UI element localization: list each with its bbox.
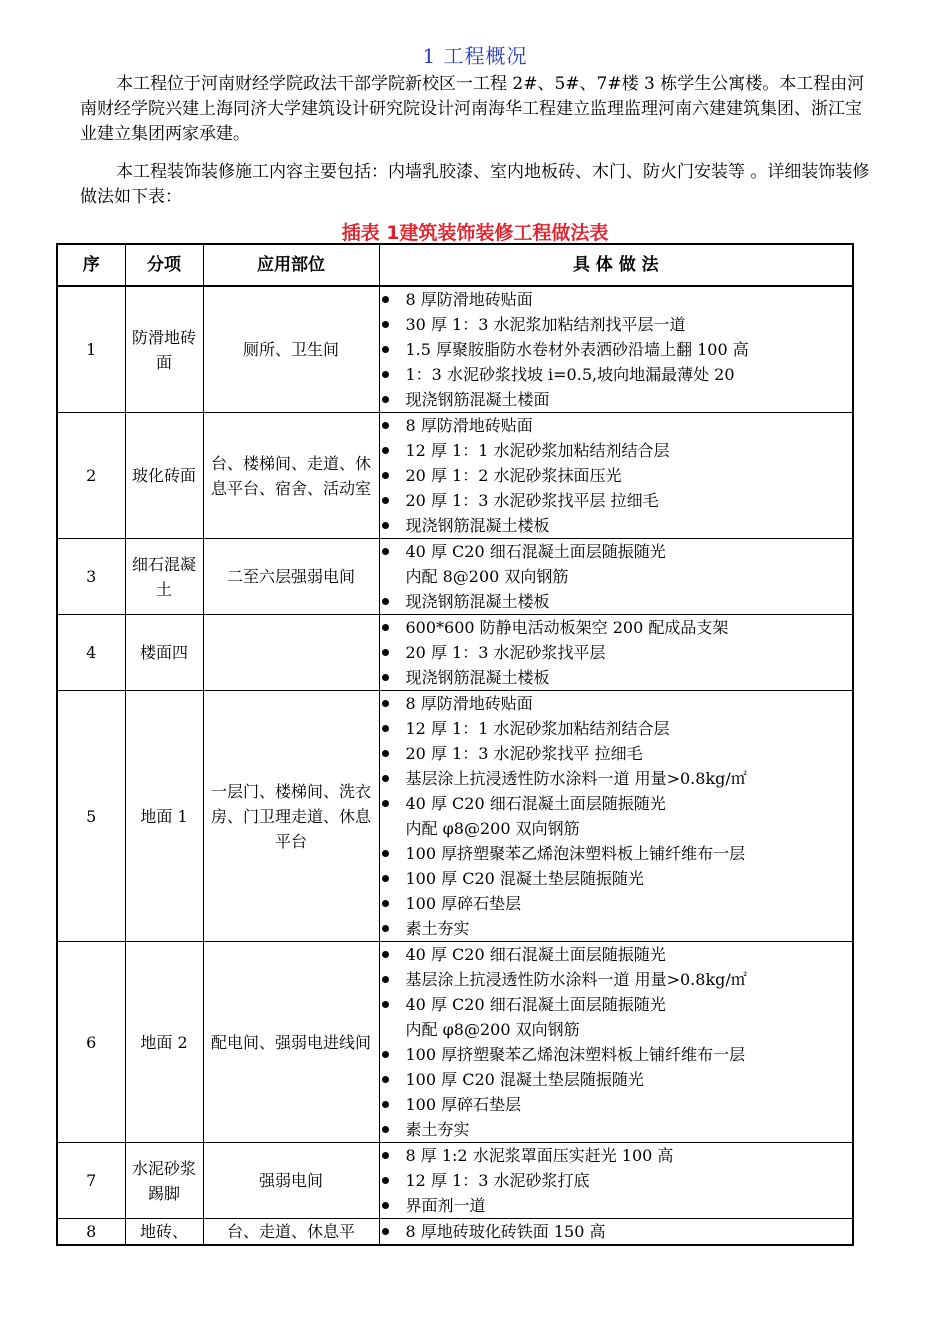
detail-text: 30 厚 1：3 水泥浆加粘结剂找平层一道	[405, 315, 686, 334]
detail-text: 素土夯实	[405, 1120, 470, 1139]
detail-item	[380, 791, 853, 841]
detail-item	[380, 488, 853, 513]
row-details	[379, 942, 853, 1143]
detail-item	[380, 1067, 853, 1092]
row-number: 1	[57, 286, 125, 413]
scope-paragraph: 本工程装饰装修施工内容主要包括：内墙乳胶漆、室内地板砖、木门、防火门安装等 。详细装饰装修做法如下表：	[80, 162, 870, 207]
detail-text: 8 厚防滑地砖贴面	[405, 290, 533, 309]
row-number: 7	[57, 1143, 125, 1219]
row-location: 台、楼梯间、走道、休息平台、宿舍、活动室	[203, 413, 379, 539]
row-number: 3	[57, 539, 125, 615]
detail-item	[380, 691, 853, 716]
detail-item	[380, 589, 853, 614]
detail-item	[380, 539, 853, 589]
table-row	[57, 1143, 853, 1219]
detail-item	[380, 438, 853, 463]
detail-text: 基层涂上抗浸透性防水涂料一道 用量>0.8kg/㎡	[405, 769, 747, 788]
detail-text: 100 厚碎石垫层	[405, 894, 522, 913]
detail-item	[380, 362, 853, 387]
row-number: 2	[57, 413, 125, 539]
row-item: 水泥砂浆踢脚	[125, 1143, 203, 1219]
detail-item	[380, 287, 853, 312]
row-location: 一层门、楼梯间、洗衣房、门卫理走道、休息平台	[203, 691, 379, 942]
row-location: 厕所、卫生间	[203, 286, 379, 413]
detail-list	[380, 615, 853, 690]
detail-list	[380, 539, 853, 614]
detail-text: 40 厚 C20 细石混凝土面层随振随光	[405, 794, 666, 813]
detail-text: 100 厚 C20 混凝土垫层随振随光	[405, 869, 644, 888]
detail-item	[380, 312, 853, 337]
detail-text: 界面剂一道	[405, 1196, 486, 1215]
row-details	[379, 413, 853, 539]
detail-item	[380, 841, 853, 866]
table-row	[57, 615, 853, 691]
detail-text: 40 厚 C20 细石混凝土面层随振随光	[405, 542, 666, 561]
detail-item	[380, 741, 853, 766]
row-location: 台、走道、休息平	[203, 1219, 379, 1246]
detail-item	[380, 866, 853, 891]
table-header-row	[57, 244, 853, 286]
detail-item	[380, 891, 853, 916]
detail-item	[380, 337, 853, 362]
detail-item	[380, 1219, 853, 1244]
row-details	[379, 1143, 853, 1219]
row-number: 6	[57, 942, 125, 1143]
detail-item	[380, 665, 853, 690]
detail-text: 100 厚挤塑聚苯乙烯泡沫塑料板上铺纤维布一层	[405, 844, 746, 863]
table-row	[57, 286, 853, 413]
detail-item	[380, 1143, 853, 1168]
detail-text: 8 厚 1:2 水泥浆罩面压实赶光 100 高	[405, 1146, 674, 1165]
detail-item	[380, 716, 853, 741]
table-row	[57, 691, 853, 942]
row-item: 地砖、	[125, 1219, 203, 1246]
row-item: 楼面四	[125, 615, 203, 691]
detail-list	[380, 942, 853, 1142]
detail-list	[380, 1219, 853, 1244]
detail-text: 100 厚 C20 混凝土垫层随振随光	[405, 1070, 644, 1089]
detail-text: 12 厚 1：1 水泥砂浆加粘结剂结合层	[405, 719, 670, 738]
detail-text: 现浇钢筋混凝土楼面	[405, 390, 550, 409]
row-item: 玻化砖面	[125, 413, 203, 539]
header-details: 具 体 做 法	[379, 244, 853, 286]
row-location: 配电间、强弱电进线间	[203, 942, 379, 1143]
detail-item	[380, 387, 853, 412]
row-item: 防滑地砖面	[125, 286, 203, 413]
row-details	[379, 615, 853, 691]
detail-list	[380, 1143, 853, 1218]
detail-item	[380, 967, 853, 992]
header-location: 应用部位	[203, 244, 379, 286]
detail-item	[380, 1168, 853, 1193]
row-number: 8	[57, 1219, 125, 1246]
header-num: 序	[57, 244, 125, 286]
detail-text-continued: 内配 8@200 双向钢筋	[405, 567, 569, 586]
detail-item	[380, 1042, 853, 1067]
row-details	[379, 539, 853, 615]
row-details	[379, 286, 853, 413]
detail-text: 素土夯实	[405, 919, 470, 938]
detail-item	[380, 992, 853, 1042]
detail-item	[380, 640, 853, 665]
detail-item	[380, 1193, 853, 1218]
table-row	[57, 413, 853, 539]
detail-text: 100 厚挤塑聚苯乙烯泡沫塑料板上铺纤维布一层	[405, 1045, 746, 1064]
detail-text-continued: 内配 φ8@200 双向钢筋	[405, 819, 580, 838]
row-item: 地面 2	[125, 942, 203, 1143]
row-location: 强弱电间	[203, 1143, 379, 1219]
row-item: 细石混凝土	[125, 539, 203, 615]
table-row	[57, 539, 853, 615]
section-heading: 1 工程概况	[422, 44, 528, 68]
detail-list	[380, 413, 853, 538]
detail-text: 20 厚 1：3 水泥砂浆找平层 拉细毛	[405, 491, 659, 510]
table-caption: 插表 1建筑装饰装修工程做法表	[341, 222, 609, 244]
detail-text: 8 厚防滑地砖贴面	[405, 694, 533, 713]
row-location: 二至六层强弱电间	[203, 539, 379, 615]
detail-item	[380, 1117, 853, 1142]
detail-text: 现浇钢筋混凝土楼板	[405, 592, 550, 611]
detail-list	[380, 691, 853, 941]
detail-text: 1.5 厚聚胺脂防水卷材外表洒砂沿墙上翻 100 高	[405, 340, 749, 359]
detail-text: 40 厚 C20 细石混凝土面层随振随光	[405, 995, 666, 1014]
detail-text: 现浇钢筋混凝土楼板	[405, 516, 550, 535]
row-item: 地面 1	[125, 691, 203, 942]
detail-text: 1：3 水泥砂浆找坡 i=0.5,坡向地漏最薄处 20	[405, 365, 735, 384]
row-number: 5	[57, 691, 125, 942]
detail-item	[380, 463, 853, 488]
row-number: 4	[57, 615, 125, 691]
detail-text: 20 厚 1：2 水泥砂浆抹面压光	[405, 466, 622, 485]
detail-text: 现浇钢筋混凝土楼板	[405, 668, 550, 687]
detail-item	[380, 513, 853, 538]
detail-list	[380, 287, 853, 412]
detail-item	[380, 1092, 853, 1117]
row-location	[203, 615, 379, 691]
detail-text: 100 厚碎石垫层	[405, 1095, 522, 1114]
table-row	[57, 942, 853, 1143]
row-details	[379, 691, 853, 942]
detail-text: 12 厚 1：3 水泥砂浆打底	[405, 1171, 590, 1190]
detail-text: 8 厚防滑地砖贴面	[405, 416, 533, 435]
detail-text-continued: 内配 φ8@200 双向钢筋	[405, 1020, 580, 1039]
intro-paragraph: 本工程位于河南财经学院政法干部学院新校区一工程 2#、5#、7#楼 3 栋学生公寓楼。本工程由河南财经学院兴建上海同济大学建筑设计研究院设计河南海华工程建立监理监理河南六建建筑集团、浙江宝业建立集团两家承建。	[80, 74, 865, 144]
detail-text: 20 厚 1：3 水泥砂浆找平 拉细毛	[405, 744, 643, 763]
detail-text: 20 厚 1：3 水泥砂浆找平层	[405, 643, 606, 662]
detail-item	[380, 766, 853, 791]
detail-text: 8 厚地砖玻化砖铁面 150 高	[405, 1222, 606, 1241]
decoration-spec-table	[56, 243, 854, 1246]
detail-text: 600*600 防静电活动板架空 200 配成品支架	[405, 618, 729, 637]
detail-item	[380, 942, 853, 967]
detail-item	[380, 916, 853, 941]
detail-text: 40 厚 C20 细石混凝土面层随振随光	[405, 945, 666, 964]
table-body	[57, 286, 853, 1245]
header-item: 分项	[125, 244, 203, 286]
detail-item	[380, 615, 853, 640]
table-row	[57, 1219, 853, 1246]
row-details	[379, 1219, 853, 1246]
detail-text: 基层涂上抗浸透性防水涂料一道 用量>0.8kg/㎡	[405, 970, 747, 989]
detail-text: 12 厚 1：1 水泥砂浆加粘结剂结合层	[405, 441, 670, 460]
detail-item	[380, 413, 853, 438]
